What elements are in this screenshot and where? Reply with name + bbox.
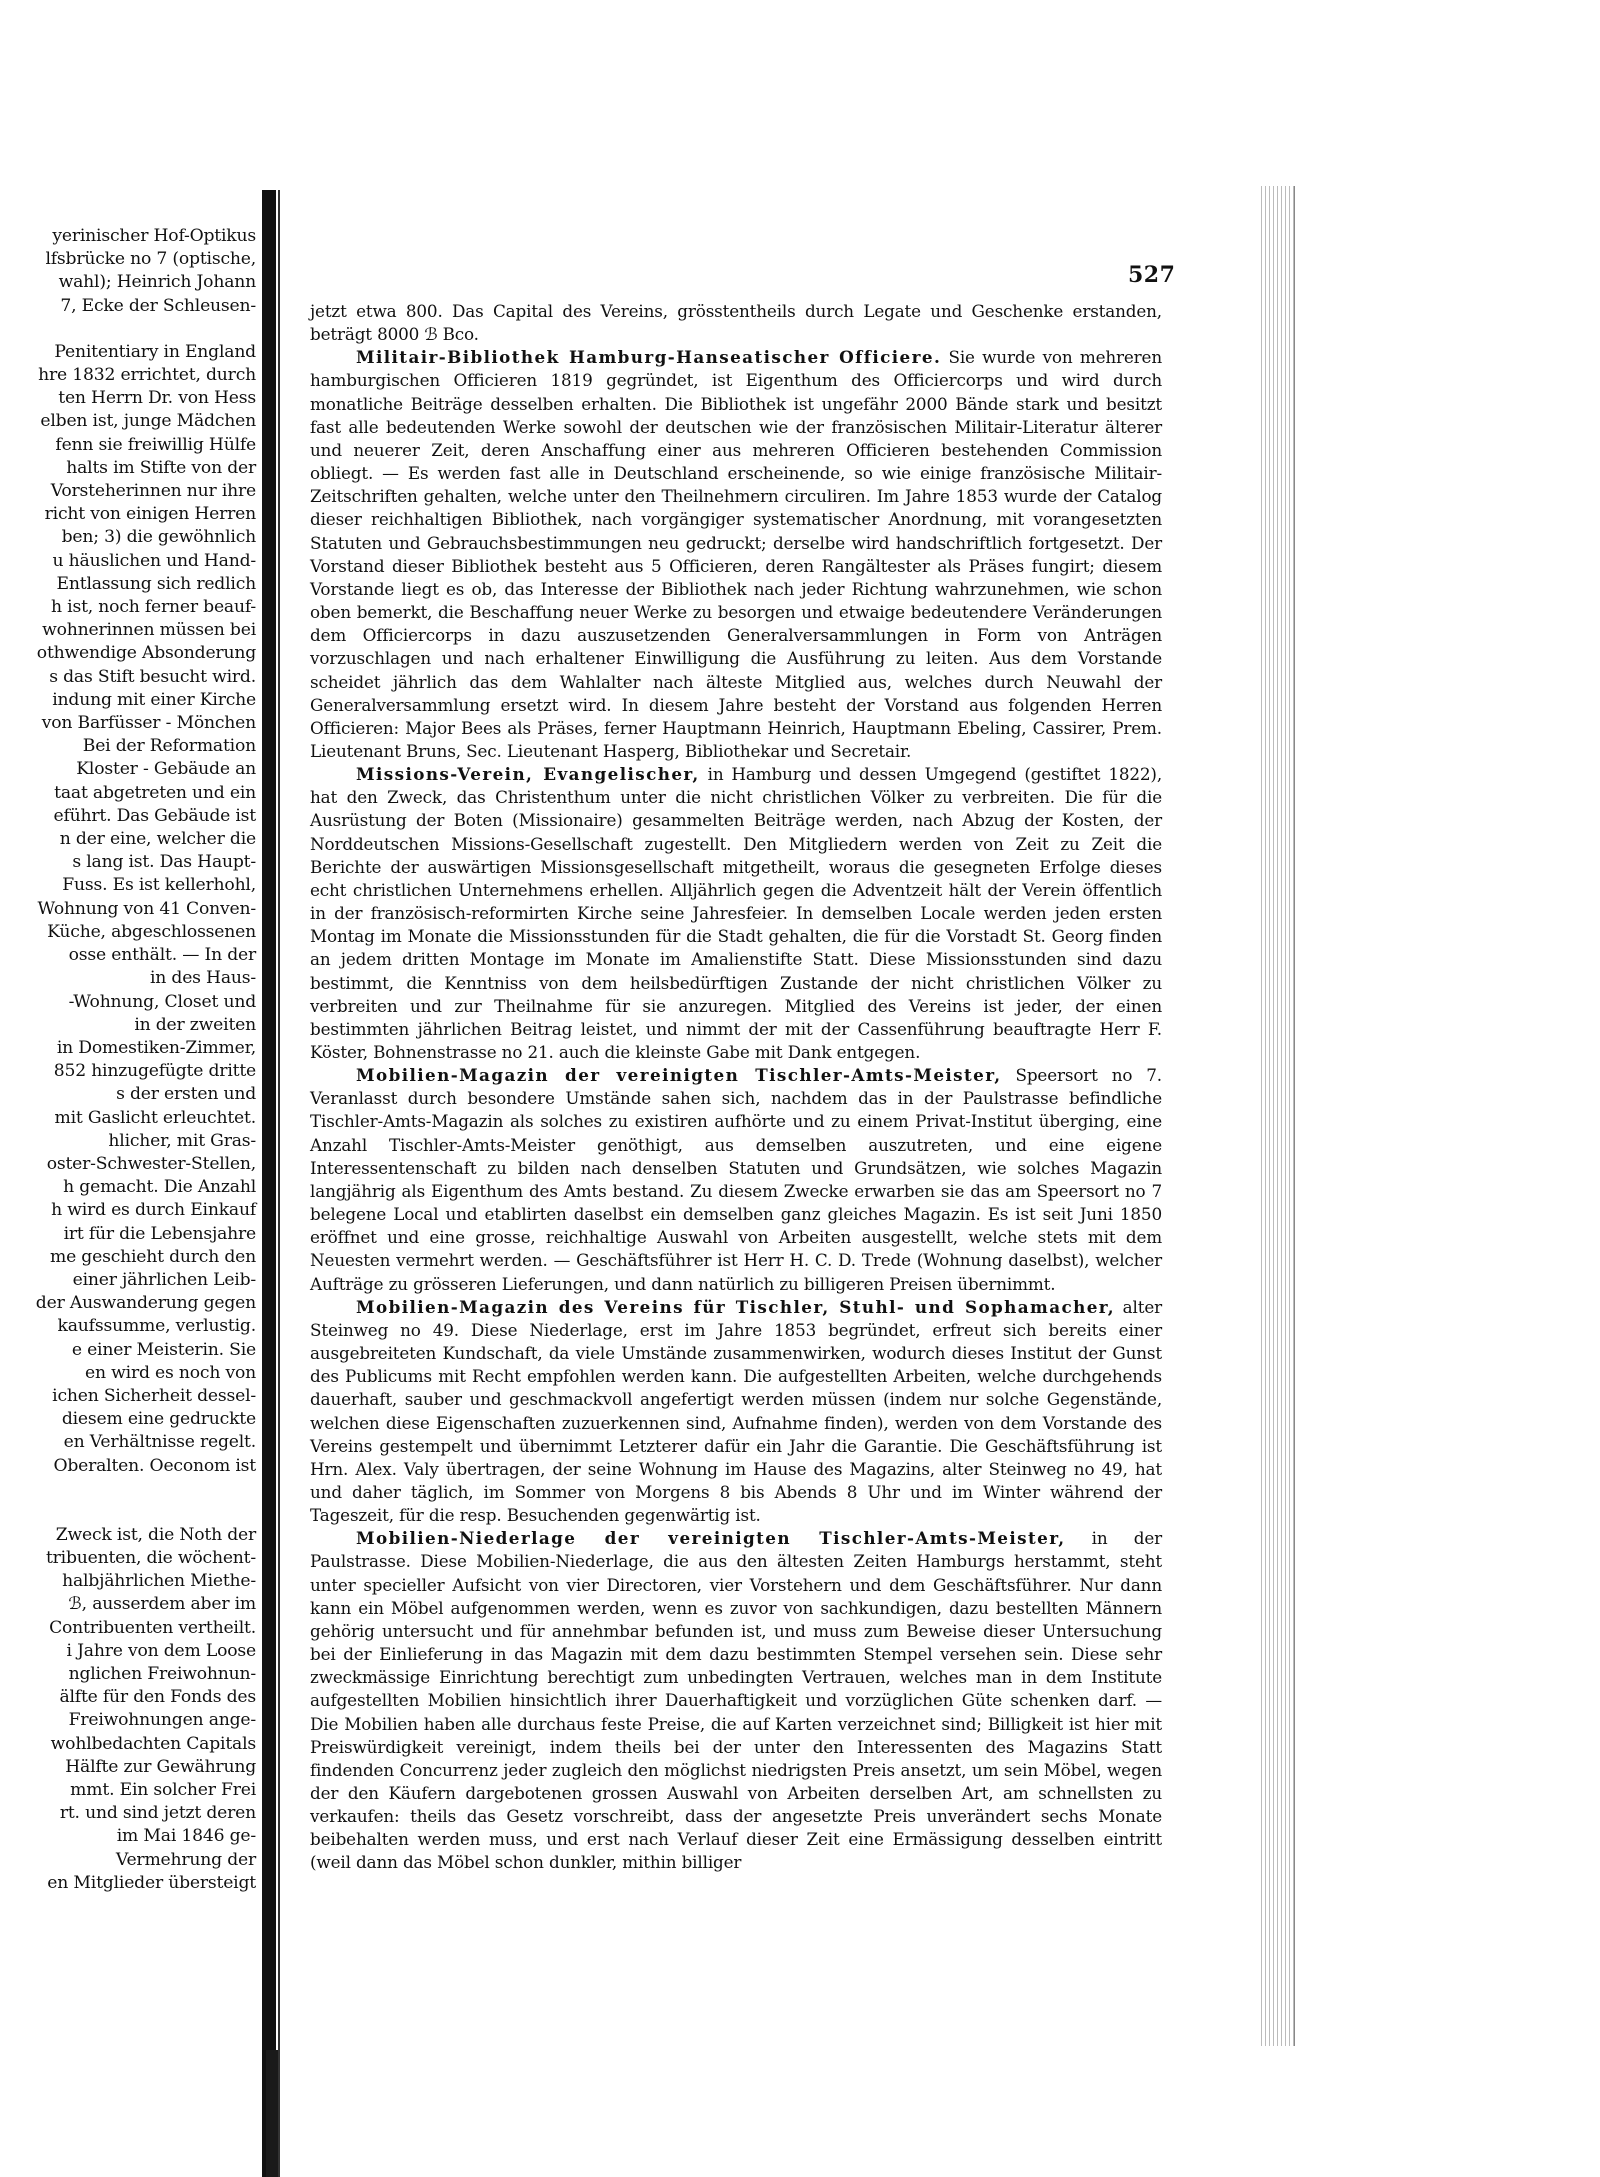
left-page-line: wohlbedachten Capitals (50, 1733, 256, 1754)
left-page-line: en wird es noch von (85, 1362, 256, 1383)
page-edges (1258, 186, 1295, 2046)
left-page-line: diesem eine gedruckte (61, 1409, 256, 1430)
left-page-line: der Auswanderung gegen (35, 1293, 256, 1314)
page-number: 527 (1128, 262, 1176, 288)
entry-missions-verein (310, 763, 1162, 1064)
left-page-line: richt von einigen Herren (44, 504, 256, 525)
left-page-line: me geschieht durch den (49, 1246, 256, 1267)
left-page-line: ten Herrn Dr. von Hess (58, 388, 256, 409)
left-page-line: von Barfüsser - Mönchen (41, 713, 256, 734)
left-page-line (0, 318, 256, 341)
paragraph-body: jetzt etwa 800. Das Capital des Vereins, grösstentheils durch Legate und Geschenke erstanden, beträgt 8000 ℬ Bco. (310, 301, 1162, 345)
left-page-line: im Mai 1846 ge- (116, 1826, 256, 1847)
left-page-line: Entlassung sich redlich (56, 573, 256, 594)
entry-mobilien-magazin-tischler-amts (310, 1064, 1162, 1296)
left-page-line: Freiwohnungen ange- (68, 1710, 256, 1731)
left-page-line: kaufssumme, verlustig. (57, 1316, 256, 1337)
left-page-line: hlicher, mit Gras- (108, 1130, 256, 1151)
left-page-text-column (0, 225, 256, 1895)
left-page-line: Kloster - Gebäude an (76, 759, 256, 780)
entry-body: in der Paulstrasse. Diese Mobilien-Niederlage, die aus den ältesten Zeiten Hamburgs herstammt, steht unter specieller Aufsicht von vier Directoren, vier Vorstehern und dem Geschäftsführer. Nur dann kann ein Möbel aufgenommen werden, wenn es zuvor von sachkundigen, dazu bestellten Männern gehörig untersucht und für annehmbar befunden ist, und muss zum Beweise dieser Untersuchung bei der Einlieferung in das Magazin mit dem dazu bestimmten Stempel versehen sein. Diese sehr zweckmässige Einrichtung berechtigt zum unbedingten Vertrauen, welches man in dem Institute aufgestellten Mobilien hinsichtlich ihrer Dauerhaftigkeit und vorzüglichen Güte schenken darf. — Die Mobilien haben alle durchaus feste Preise, die auf Karten verzeichnet sind; Billigkeit ist hier mit Preiswürdigkeit vereinigt, indem theils bei der unter den Interessenten des Magazins Statt findenden Concurrenz jeder zugleich den möglichst niedrigsten Preis ansetzt, um sein Möbel, wegen der den Käufern dargebotenen grossen Auswahl von Arbeiten derselben Art, am schnellsten zu verkaufen: theils das Gesetz vorschreibt, dass der angesetzte Preis unverändert sechs Monate beibehalten werden muss, und erst nach Verlauf dieser Zeit eine Ermässigung desselben eintritt (weil dann das Möbel schon dunkler, mithin billiger (310, 1528, 1162, 1873)
left-page-line: e einer Meisterin. Sie (71, 1339, 256, 1360)
left-page-line: s der ersten und (116, 1084, 256, 1105)
entry-mobilien-niederlage (310, 1527, 1162, 1874)
left-page-line: yerinischer Hof-Optikus (52, 226, 256, 246)
left-page-line: rt. und sind jetzt deren (59, 1803, 256, 1824)
left-page-line: in der zweiten (134, 1014, 256, 1035)
left-page-line: h ist, noch ferner beauf- (51, 597, 256, 618)
entry-mobilien-magazin-verein (310, 1296, 1162, 1528)
left-page-line: Vermehrung der (115, 1849, 256, 1870)
left-page-line: othwendige Absonderung (36, 643, 256, 664)
left-page (0, 225, 262, 2130)
left-page-line: ℬ, ausserdem aber im (68, 1594, 256, 1615)
left-page-line (0, 1478, 256, 1501)
left-page-line: en Verhältnisse regelt. (63, 1432, 256, 1453)
left-page-line: 852 hinzugefügte dritte (53, 1061, 256, 1082)
entry-body: in Hamburg und dessen Umgegend (gestiftet 1822), hat den Zweck, das Christenthum unter die nicht christlichen Völker zu verbreiten. Die für die Ausrüstung der Boten (Missionaire) gesammelten Beiträge werden, nach Abzug der Kosten, der Norddeutschen Missions-Gesellschaft zugestellt. Den Mitgliedern werden von Zeit zu Zeit die Berichte der auswärtigen Missionsgesellschaft mitgetheilt, woraus die gesegneten Erfolge dieses echt christlichen Unternehmens erhellen. Alljährlich gegen die Adventzeit hält der Verein öffentlich in der französisch-reformirten Kirche seine Jahresfeier. In demselben Locale werden jeden ersten Montag im Monate die Missionsstunden für die Stadt gehalten, die für die Vorstadt St. Georg finden an jedem dritten Montage im Monate im Amalienstifte Statt. Diese Missionsstunden sind dazu bestimmt, die Kenntniss von dem heilsbedürftigen Zustande der nicht christlichen Völker zu verbreiten und zur Theilnahme für sie anzuregen. Mitglied des Vereins ist jeder, der einen bestimmten jährlichen Beitrag leistet, und nimmt der mit der Cassenführung beauftragte Herr F. Köster, Bohnenstrasse no 21. auch die kleinste Gabe mit Dank entgegen. (310, 764, 1163, 1062)
left-page-line: s das Stift besucht wird. (49, 666, 256, 687)
entry-militair-bibliothek (310, 346, 1162, 763)
left-page-line: wahl); Heinrich Johann (58, 272, 256, 293)
left-page-line: Penitentiary in England (54, 341, 256, 362)
left-page-line: 7, Ecke der Schleusen- (60, 295, 256, 316)
left-page-line: Bei der Reformation (82, 736, 256, 757)
left-page-line: ichen Sicherheit dessel- (52, 1385, 256, 1406)
left-page-line: fenn sie freiwillig Hülfe (55, 434, 256, 455)
entry-body: alter Steinweg no 49. Diese Niederlage, erst im Jahre 1853 begründet, erfreut sich bereits einer ausgebreiteten Kundschaft, da viele Umstände zusammenwirken, wodurch dieses Institut der Gunst des Publicums mit Recht empfohlen werden kann. Die aufgestellten Arbeiten, welche durchgehends dauerhaft, sauber und geschmackvoll angefertigt werden müssen (indem nur solche Gegenstände, welchen diese Eigenschaften zuzuerkennen sind, Aufnahme finden), werden von dem Vorstande des Vereins gestempelt und übernimmt Letzterer dafür ein Jahr die Garantie. Die Geschäftsführung ist Hrn. Alex. Valy übertragen, der seine Wohnung im Hause des Magazins, alter Steinweg no 49, hat und daher täglich, im Sommer von Morgens 8 bis Abends 8 Uhr und im Winter während der Tageszeit, für die resp. Besuchenden gegenwärtig ist. (310, 1296, 1162, 1526)
left-page-line: s lang ist. Das Haupt- (72, 852, 256, 873)
left-page-line: Wohnung von 41 Conven- (37, 898, 256, 919)
left-page-line: Zweck ist, die Noth der (55, 1524, 256, 1545)
left-page-line: mit Gaslicht erleuchtet. (54, 1107, 256, 1128)
left-page-line: Vorsteherinnen nur ihre (50, 481, 256, 502)
left-page-line: h gemacht. Die Anzahl (63, 1177, 256, 1198)
main-text-column (310, 300, 1162, 1875)
entry-heading: Mobilien-Magazin der vereinigten Tischler-Amts-Meister, (356, 1065, 1002, 1086)
left-page-line (0, 1501, 256, 1524)
left-page-line: älfte für den Fonds des (59, 1687, 256, 1708)
left-page-line: indung mit einer Kirche (52, 689, 256, 710)
left-page-line: lfsbrücke no 7 (optische, (45, 249, 256, 270)
left-page-line: mmt. Ein solcher Frei (70, 1780, 256, 1800)
entry-body: Speersort no 7. Veranlasst durch besondere Umstände sahen sich, nachdem das in der Paulstrasse befindliche Tischler-Amts-Magazin als solches zu existiren aufhörte und zu einem Privat-Institut überging, eine Anzahl Tischler-Amts-Meister genöthigt, aus demselben auszutreten, und eine eigene Interessentenschaft zu bilden nach denselben Statuten und Grundsätzen, wie solches Magazin langjährig als Eigenthum des Amts bestand. Zu diesem Zwecke erwarben sie das am Speersort no 7 belegene Local und etablirten daselbst ein demselben ganz gleiches Magazin. Es ist seit Juni 1850 eröffnet und eine grosse, reichhaltige Auswahl von Arbeiten ausgestellt, welche stets mit dem Neuesten vermehrt werden. — Geschäftsführer ist Herr H. C. D. Trede (Wohnung daselbst), welcher Aufträge zu grösseren Lieferungen, und dann natürlich zu billigeren Preisen übernimmt. (310, 1065, 1162, 1294)
left-page-line: h wird es durch Einkauf (51, 1200, 256, 1221)
left-page-line: in Domestiken-Zimmer, (56, 1037, 256, 1058)
entry-body: Sie wurde von mehreren hamburgischen Officieren 1819 gegründet, ist Eigenthum des Officiercorps und wird durch monatliche Beiträge desselben erhalten. Die Bibliothek ist ungefähr 2000 Bände stark und besitzt fast alle bedeutenden Werke sowohl der deutschen wie der französischen Militair-Literatur älterer und neuerer Zeit, deren Anschaffung einer aus mehreren Officieren bestehenden Commission obliegt. — Es werden fast alle in Deutschland erscheinende, so wie einige französische Militair-Zeitschriften gehalten, welche unter den Theilnehmern circuliren. Im Jahre 1853 wurde der Catalog dieser reichhaltigen Bibliothek, nach vorgängiger systematischer Anordnung, mit vorangesetzten Statuten und Gebrauchsbestimmungen neu gedruckt; derselbe wird handschriftlich fortgesetzt. Der Vorstand dieser Bibliothek besteht aus 5 Officieren, deren Rangältester als Präses fungirt; diesem Vorstande liegt es ob, das Interesse der Bibliothek nach jeder Richtung wahrzunehmen, wie schon oben bemerkt, die Beschaffung neuer Werke zu besorgen und etwaige bedeutendere Veränderungen dem Officiercorps in dazu auszusetzenden Generalversammlungen in Form von Anträgen vorzuschlagen und nach erhaltener Einwilligung die Ausführung zu leiten. Aus dem Vorstande scheidet jährlich das dem Wahlalter nach älteste Mitglied aus, welches durch Neuwahl der Generalversammlung ersetzt wird. In diesem Jahre besteht der Vorstand aus folgenden Herren Officieren: Major Bees als Präses, ferner Hauptmann Heinrich, Hauptmann Ebeling, Cassirer, Prem. Lieutenant Bruns, Sec. Lieutenant Hasperg, Bibliothekar und Secretair. (310, 347, 1162, 761)
left-page-line: Küche, abgeschlossenen (47, 921, 256, 942)
left-page-line: eführt. Das Gebäude ist (53, 805, 256, 826)
left-page-line: elben ist, junge Mädchen (40, 411, 256, 432)
left-page-line: in des Haus- (149, 968, 256, 989)
entry-heading: Militair-Bibliothek Hamburg-Hanseatischer Officiere. (356, 347, 942, 368)
left-page-line: wohnerinnen müssen bei (42, 620, 256, 641)
left-page-line: Hälfte zur Gewährung (65, 1756, 256, 1777)
left-page-line: Contribuenten vertheilt. (49, 1617, 256, 1638)
left-page-line: ben; 3) die gewöhnlich (61, 527, 256, 548)
entry-heading: Mobilien-Magazin des Vereins für Tischler, Stuhl- und Sophamacher, (356, 1296, 1116, 1317)
left-page-line: en Mitglieder übersteigt (47, 1872, 256, 1893)
left-page-line: einer jährlichen Leib- (72, 1269, 256, 1290)
left-page-line: Oberalten. Oeconom ist (53, 1455, 256, 1476)
left-page-line: n der eine, welcher die (59, 829, 256, 850)
left-page-line: nglichen Freiwohnun- (68, 1663, 256, 1684)
left-page-line: Fuss. Es ist kellerhohl, (62, 875, 256, 896)
left-page-line: halbjährlichen Miethe- (62, 1571, 256, 1592)
left-page-line: irt für die Lebensjahre (63, 1223, 256, 1244)
left-page-line: osse enthält. — In der (68, 945, 256, 966)
paragraph-0 (310, 300, 1162, 346)
left-page-line: hre 1832 errichtet, durch (38, 365, 256, 386)
left-page-line: oster-Schwester-Stellen, (46, 1153, 256, 1174)
left-page-line: taat abgetreten und ein (54, 782, 256, 803)
left-page-line: halts im Stifte von der (66, 457, 256, 478)
left-page-line: u häuslichen und Hand- (52, 550, 256, 571)
book-gutter (262, 190, 276, 2177)
entry-heading: Mobilien-Niederlage der vereinigten Tischler-Amts-Meister, (356, 1528, 1066, 1549)
left-page-line: -Wohnung, Closet und (68, 991, 256, 1012)
left-page-line: i Jahre von dem Loose (66, 1640, 256, 1661)
entry-heading: Missions-Verein, Evangelischer, (356, 764, 700, 785)
left-page-line: tribuenten, die wöchent- (45, 1547, 256, 1568)
